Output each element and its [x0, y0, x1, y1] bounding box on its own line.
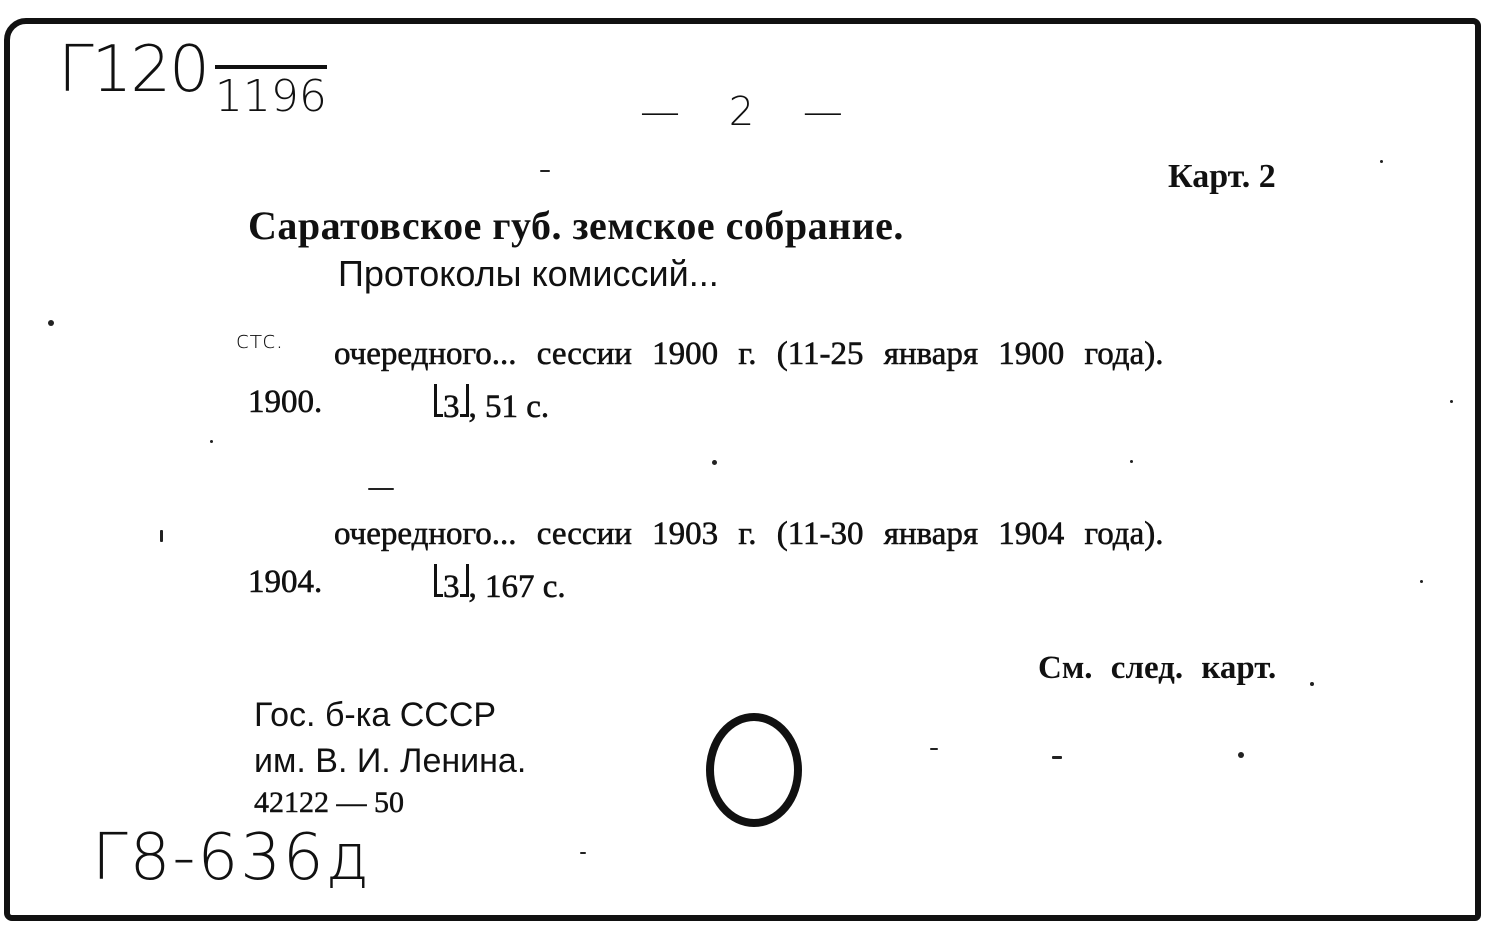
entry-1-year: 1900. [248, 384, 323, 420]
imprint-line-3: 42122 — 50 [254, 786, 404, 819]
card-label: Карт. 2 [1168, 158, 1276, 195]
entry-2-volume-number: 3 [443, 569, 460, 605]
see-next-card: См. след. карт. [1038, 650, 1277, 686]
entry-2-volume-close-bracket [460, 564, 469, 597]
shelfmark-top-main: Г120 [58, 33, 208, 107]
entry-2-volume-open-bracket [434, 564, 443, 597]
heading-line-1: Саратовское губ. земское собрание. [248, 203, 904, 248]
imprint-line-2: им. В. И. Ленина. [254, 742, 527, 780]
imprint-line-1: Гос. б-ка СССР [254, 696, 497, 734]
entry-1-volume-open-bracket [434, 384, 443, 417]
entry-2-year: 1904. [248, 564, 323, 600]
shelfmark-top [58, 33, 327, 122]
entry-1-volume-close-bracket [460, 384, 469, 417]
entry-2-line: очередного... сессии 1903 г. (11-30 января 1904 года). [334, 516, 1164, 552]
entry-2-pages: , 167 с. [468, 569, 566, 605]
entry-2-volume [434, 564, 566, 604]
heading-line-2: Протоколы комиссий... [338, 253, 719, 294]
entry-1-volume [434, 384, 549, 424]
entry-1-pages: , 51 с. [468, 389, 550, 425]
page-number: — 2 — [640, 89, 861, 135]
entry-1-line: очередного... сессии 1900 г. (11-25 января 1900 года). [334, 336, 1164, 372]
entry-1-volume-number: 3 [443, 389, 460, 425]
shelfmark-bottom: Г8-636д [92, 821, 371, 895]
shelfmark-top-sub: 1196 [215, 65, 327, 122]
punch-hole-icon [700, 710, 810, 832]
entry-1-annotation: стс. [236, 326, 284, 354]
